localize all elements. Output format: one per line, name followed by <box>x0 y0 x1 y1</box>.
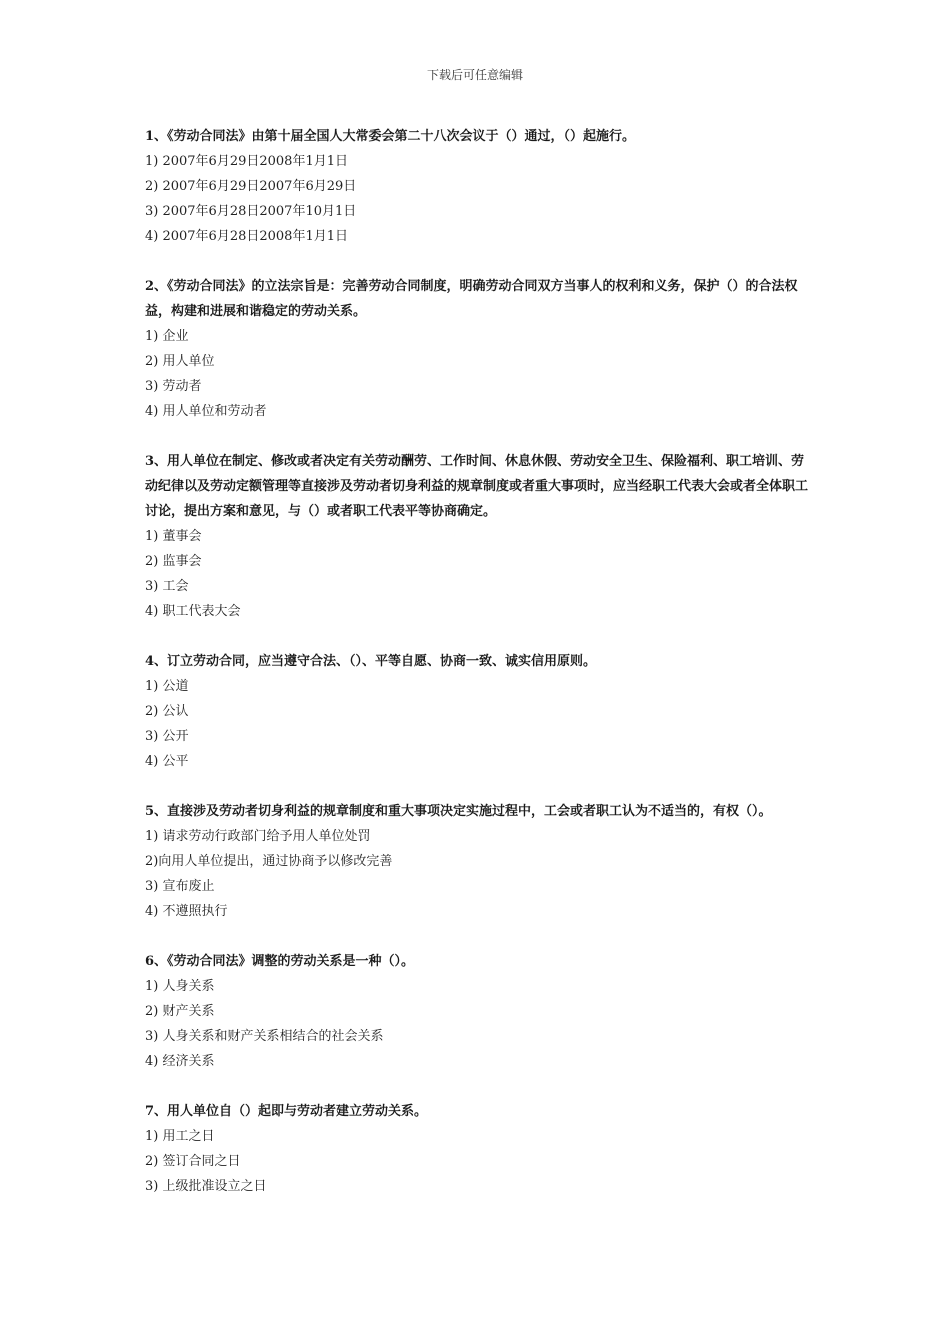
question-4 <box>145 649 810 774</box>
question-stem: 6、《劳动合同法》调整的劳动关系是一种（）。 <box>145 954 415 969</box>
question-2 <box>145 274 810 424</box>
option-4: 4) 职工代表大会 <box>145 604 241 619</box>
option-1: 1) 请求劳动行政部门给予用人单位处罚 <box>145 829 371 844</box>
option-3: 3) 人身关系和财产关系相结合的社会关系 <box>145 1029 384 1044</box>
option-2: 2) 公认 <box>145 704 189 719</box>
option-1: 1) 用工之日 <box>145 1129 215 1144</box>
option-1: 1) 企业 <box>145 329 189 344</box>
option-2: 2) 签订合同之日 <box>145 1154 241 1169</box>
option-4: 4) 2007年6月28日2008年1月1日 <box>145 229 348 244</box>
option-2: 2) 2007年6月29日2007年6月29日 <box>145 179 357 194</box>
option-3: 3) 上级批准设立之日 <box>145 1179 267 1194</box>
question-stem: 4、订立劳动合同，应当遵守合法、（）、平等自愿、协商一致、诚实信用原则。 <box>145 654 597 669</box>
option-3: 3) 宣布废止 <box>145 879 215 894</box>
question-list <box>145 124 810 1224</box>
question-stem: 1、《劳动合同法》由第十届全国人大常委会第二十八次会议于（）通过，（）起施行。 <box>145 129 636 144</box>
option-1: 1) 2007年6月29日2008年1月1日 <box>145 154 348 169</box>
question-stem: 7、用人单位自（）起即与劳动者建立劳动关系。 <box>145 1104 428 1119</box>
option-1: 1) 人身关系 <box>145 979 215 994</box>
option-3: 3) 公开 <box>145 729 189 744</box>
option-2: 2) 用人单位 <box>145 354 215 369</box>
option-4: 4) 用人单位和劳动者 <box>145 404 267 419</box>
option-4: 4) 公平 <box>145 754 189 769</box>
option-1: 1) 董事会 <box>145 529 202 544</box>
option-3: 3) 2007年6月28日2007年10月1日 <box>145 204 357 219</box>
option-3: 3) 劳动者 <box>145 379 202 394</box>
question-5 <box>145 799 810 924</box>
option-4: 4) 经济关系 <box>145 1054 215 1069</box>
option-2: 2) 财产关系 <box>145 1004 215 1019</box>
question-7 <box>145 1099 810 1199</box>
option-1: 1) 公道 <box>145 679 189 694</box>
question-stem: 5、直接涉及劳动者切身利益的规章制度和重大事项决定实施过程中，工会或者职工认为不适当的，有权（）。 <box>145 804 772 819</box>
question-6 <box>145 949 810 1074</box>
page-header: 下载后可任意编辑 <box>426 68 523 82</box>
question-stem: 3、用人单位在制定、修改或者决定有关劳动酬劳、工作时间、休息休假、劳动安全卫生、保险福利、职工培训、劳动纪律以及劳动定额管理等直接涉及劳动者切身利益的规章制度或者重大事项时，应当经职工代表大会或者全体职工讨论，提出方案和意见，与（）或者职工代表平等协商确定。 <box>145 454 809 519</box>
question-stem: 2、《劳动合同法》的立法宗旨是：完善劳动合同制度，明确劳动合同双方当事人的权利和义务，保护（）的合法权益，构建和进展和谐稳定的劳动关系。 <box>145 279 798 319</box>
question-1 <box>145 124 810 249</box>
option-3: 3) 工会 <box>145 579 189 594</box>
option-2: 2) 监事会 <box>145 554 202 569</box>
question-3 <box>145 449 810 624</box>
option-2: 2)向用人单位提出，通过协商予以修改完善 <box>145 854 393 869</box>
option-4: 4) 不遵照执行 <box>145 904 228 919</box>
